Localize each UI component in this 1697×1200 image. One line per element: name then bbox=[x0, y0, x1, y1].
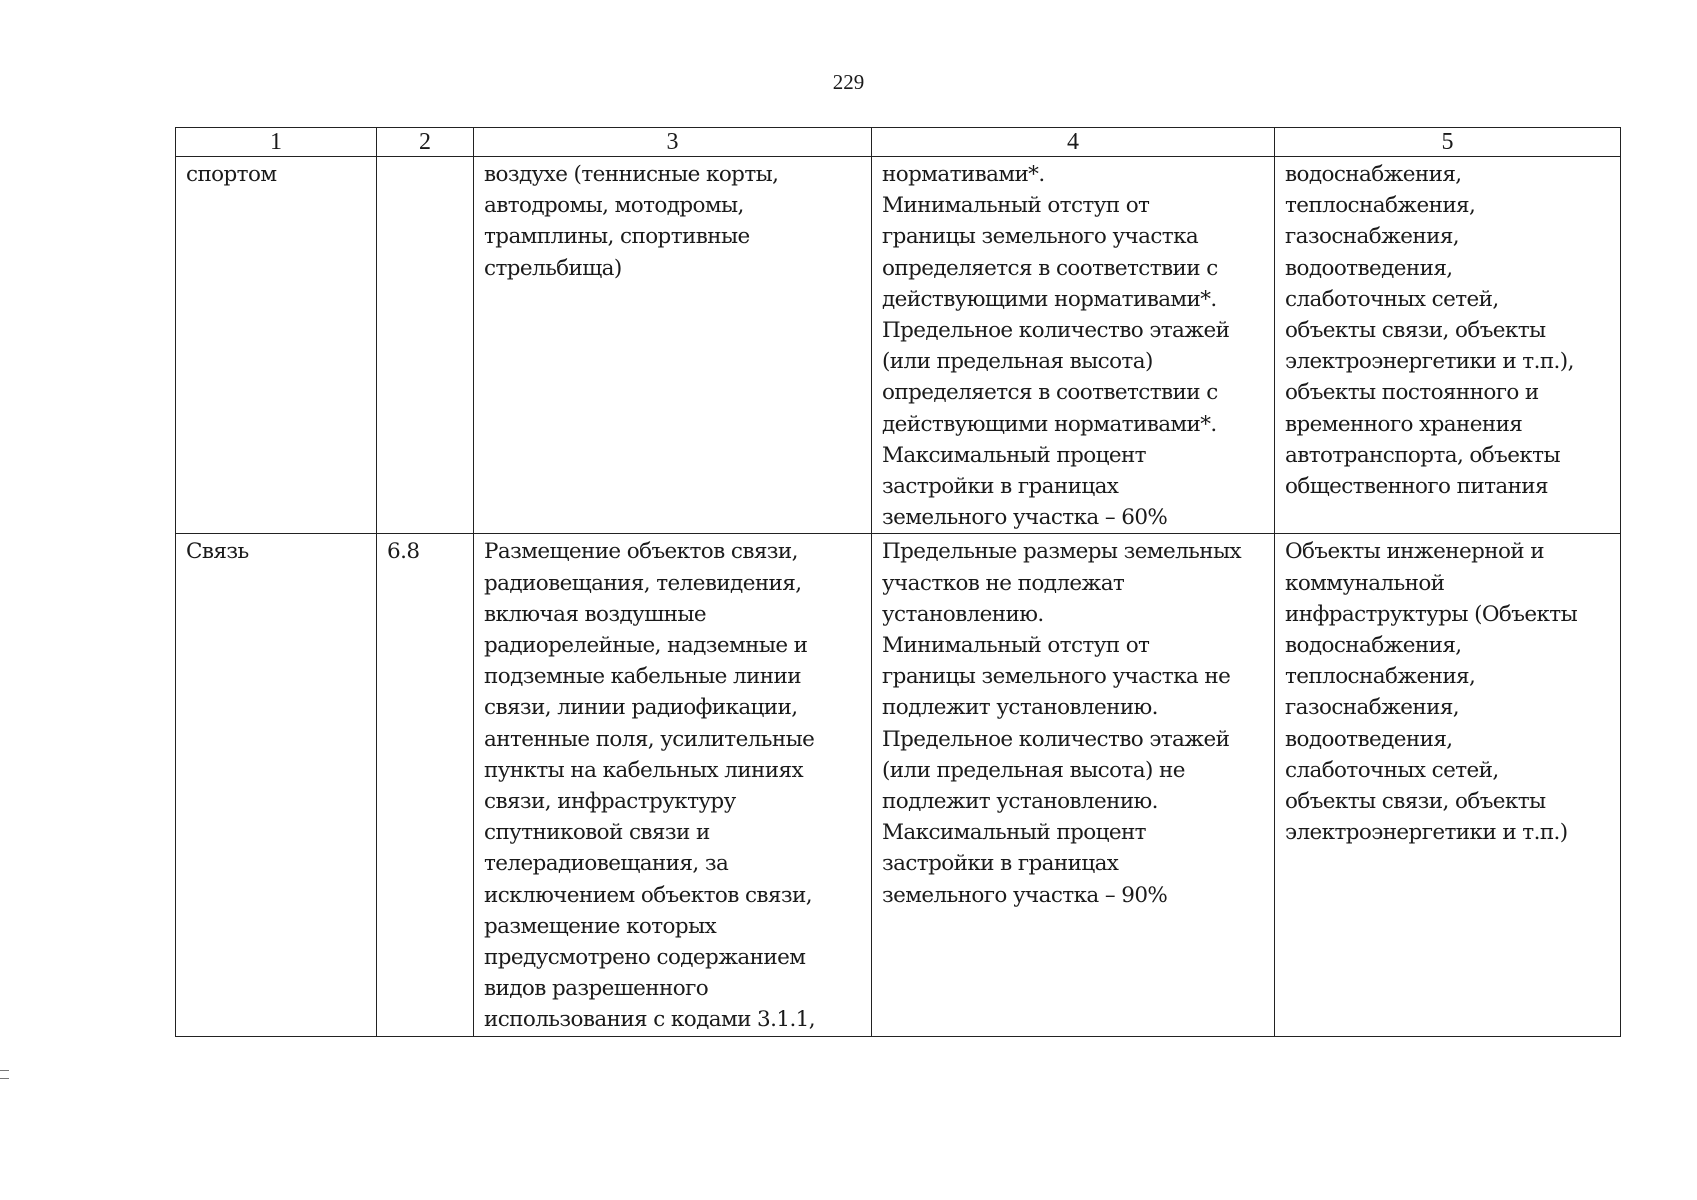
column-header: 5 bbox=[1275, 128, 1621, 157]
land-use-table bbox=[175, 127, 1621, 1037]
use-code-cell: 6.8 bbox=[377, 534, 474, 1036]
column-header: 2 bbox=[377, 128, 474, 157]
column-header: 3 bbox=[474, 128, 872, 157]
auxiliary-uses-cell: Объекты инженерной и коммунальной инфраструктуры (Объекты водоснабжения, теплоснабжения, газоснабжения, водоотведения, слаботочных сетей, объекты связи, объекты электроэнергетики и т.п.) bbox=[1275, 534, 1621, 1036]
parameters-cell: нормативами*. Минимальный отступ от границы земельного участка определяется в соответствии с действующими нормативами*. Предельное количество этажей (или предельная высота) определяется в соответствии с действующими нормативами*. Максимальный процент застройки в границах земельного участка – 60% bbox=[872, 157, 1275, 534]
auxiliary-uses-cell: водоснабжения, теплоснабжения, газоснабжения, водоотведения, слаботочных сетей, объекты связи, объекты электроэнергетики и т.п.), объекты постоянного и временного хранения автотранспорта, объекты общественного питания bbox=[1275, 157, 1621, 534]
parameters-cell: Предельные размеры земельных участков не подлежат установлению. Минимальный отступ от границы земельного участка не подлежит установлению. Предельное количество этажей (или предельная высота) не подлежит установлению. Максимальный процент застройки в границах земельного участка – 90% bbox=[872, 534, 1275, 1036]
use-description-cell: воздухе (теннисные корты, автодромы, мотодромы, трамплины, спортивные стрельбища) bbox=[474, 157, 872, 534]
margin-tick bbox=[0, 1078, 9, 1079]
column-header: 4 bbox=[872, 128, 1275, 157]
column-header: 1 bbox=[176, 128, 377, 157]
use-name-cell: Связь bbox=[176, 534, 377, 1036]
table-row bbox=[176, 534, 1621, 1036]
page-number: 229 bbox=[832, 70, 865, 94]
table-header-row bbox=[176, 128, 1621, 157]
use-description-cell: Размещение объектов связи, радиовещания, телевидения, включая воздушные радиорелейные, надземные и подземные кабельные линии связи, линии радиофикации, антенные поля, усилительные пункты на кабельных линиях связи, инфраструктуру спутниковой связи и телерадиовещания, за исключением объектов связи, размещение которых предусмотрено содержанием видов разрешенного использования с кодами 3.1.1, bbox=[474, 534, 872, 1036]
table-row bbox=[176, 157, 1621, 534]
use-name-cell: спортом bbox=[176, 157, 377, 534]
use-code-cell bbox=[377, 157, 474, 534]
binding-margin-marks bbox=[0, 1070, 10, 1096]
margin-tick bbox=[0, 1070, 9, 1071]
